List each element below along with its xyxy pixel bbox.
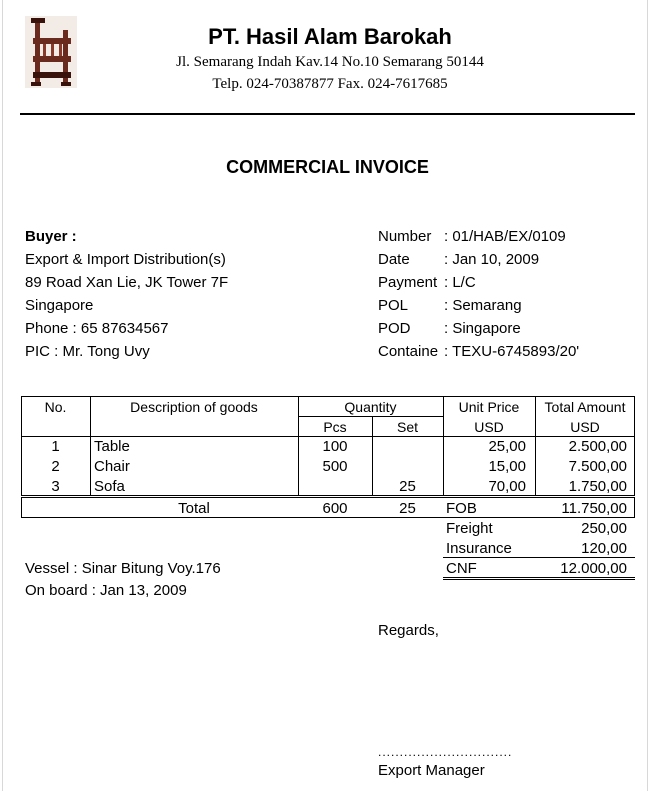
charge-label: Insurance bbox=[446, 540, 512, 557]
total-amount: 11.750,00 bbox=[561, 500, 627, 517]
header-divider bbox=[20, 113, 635, 115]
col-header-description: Description of goods bbox=[130, 399, 258, 415]
row-description: Table bbox=[94, 438, 130, 455]
row-unit-price: 15,00 bbox=[488, 458, 526, 475]
meta-label: Payment bbox=[378, 274, 438, 291]
meta-value: : 01/HAB/EX/0109 bbox=[444, 228, 566, 245]
row-no: 3 bbox=[51, 478, 60, 495]
meta-value: : Singapore bbox=[444, 320, 521, 337]
buyer-line: Export & Import Distribution(s) bbox=[25, 251, 226, 268]
charge-label: Freight bbox=[446, 520, 493, 537]
meta-label: Number bbox=[378, 228, 432, 245]
charge-amount: 250,00 bbox=[581, 520, 627, 537]
meta-value: : Jan 10, 2009 bbox=[444, 251, 540, 268]
company-address: Jl. Semarang Indah Kav.14 No.10 Semarang 50144 bbox=[176, 54, 484, 70]
meta-label: Containe bbox=[378, 343, 439, 360]
col-header-pcs: Pcs bbox=[323, 419, 347, 435]
vessel-info: Vessel : Sinar Bitung Voy.176 bbox=[25, 560, 221, 577]
meta-label: POL bbox=[378, 297, 409, 314]
meta-value: : Semarang bbox=[444, 297, 522, 314]
buyer-line: Phone : 65 87634567 bbox=[25, 320, 169, 337]
row-set: 25 bbox=[399, 478, 416, 495]
row-unit-price: 70,00 bbox=[488, 478, 526, 495]
meta-value: : L/C bbox=[444, 274, 476, 291]
row-amount: 1.750,00 bbox=[568, 478, 627, 495]
col-header-unit-price-currency: USD bbox=[474, 419, 504, 435]
signatory-title: Export Manager bbox=[378, 762, 485, 779]
meta-label: Date bbox=[378, 251, 410, 268]
buyer-line: PIC : Mr. Tong Uvy bbox=[25, 343, 150, 360]
col-header-unit-price: Unit Price bbox=[458, 399, 520, 415]
signature-line: ............................... bbox=[378, 745, 513, 759]
regards-text: Regards, bbox=[378, 622, 439, 639]
row-description: Sofa bbox=[94, 478, 125, 495]
row-amount: 2.500,00 bbox=[568, 438, 627, 455]
charge-amount: 120,00 bbox=[581, 540, 627, 557]
library-step-chair-icon bbox=[25, 16, 77, 88]
row-no: 2 bbox=[51, 458, 60, 475]
row-unit-price: 25,00 bbox=[488, 438, 526, 455]
buyer-label: Buyer : bbox=[25, 228, 77, 245]
col-header-total-amount-currency: USD bbox=[570, 419, 600, 435]
total-set: 25 bbox=[399, 500, 416, 517]
row-pcs: 100 bbox=[322, 438, 348, 455]
grand-total-label: CNF bbox=[446, 560, 477, 577]
col-header-no: No. bbox=[44, 399, 67, 415]
col-header-quantity: Quantity bbox=[344, 399, 397, 415]
buyer-line: Singapore bbox=[25, 297, 94, 314]
row-no: 1 bbox=[51, 438, 60, 455]
total-term: FOB bbox=[446, 500, 477, 517]
company-contact: Telp. 024-70387877 Fax. 024-7617685 bbox=[212, 76, 448, 92]
buyer-line: 89 Road Xan Lie, JK Tower 7F bbox=[25, 274, 229, 291]
row-pcs: 500 bbox=[322, 458, 348, 475]
meta-value: : TEXU-6745893/20' bbox=[444, 343, 580, 360]
total-pcs: 600 bbox=[322, 500, 348, 517]
row-description: Chair bbox=[94, 458, 130, 475]
meta-label: POD bbox=[378, 320, 411, 337]
col-header-total-amount: Total Amount bbox=[544, 399, 626, 415]
on-board-date: On board : Jan 13, 2009 bbox=[25, 582, 187, 599]
total-label: Total bbox=[178, 500, 210, 517]
row-amount: 7.500,00 bbox=[568, 458, 627, 475]
company-name: PT. Hasil Alam Barokah bbox=[208, 24, 452, 49]
document-title: COMMERCIAL INVOICE bbox=[226, 157, 429, 177]
grand-total-amount: 12.000,00 bbox=[560, 560, 627, 577]
col-header-set: Set bbox=[396, 419, 418, 435]
